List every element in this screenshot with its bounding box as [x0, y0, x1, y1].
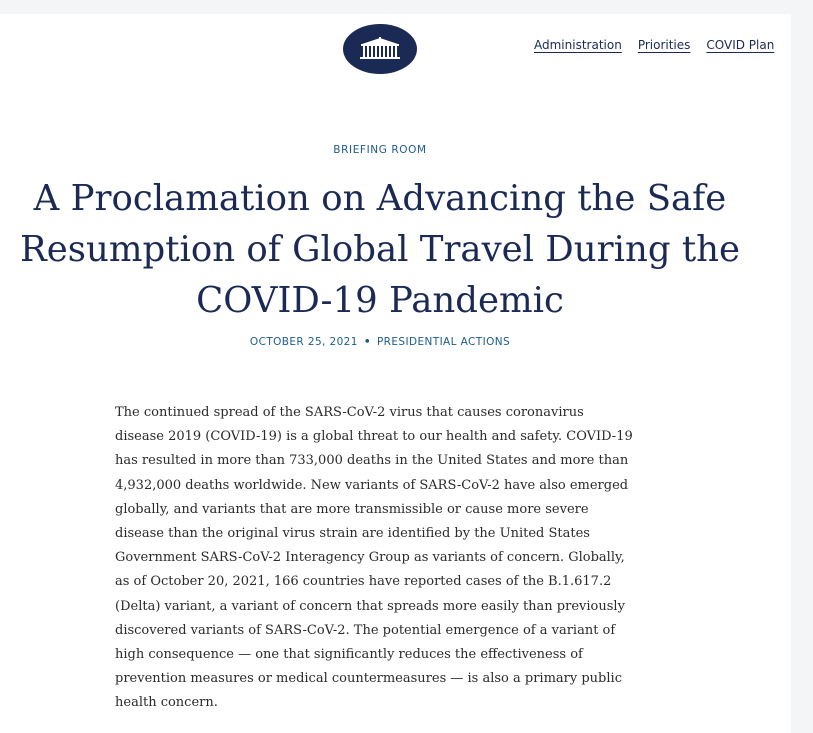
article-body-paragraph [115, 401, 655, 716]
article-date: OCTOBER 25, 2021 [249, 336, 358, 348]
body-line: health concern. [115, 695, 218, 711]
body-line: prevention measures or medical countermeasures — is also a primary public [115, 671, 622, 687]
body-line: The continued spread of the SARS-CoV-2 virus that causes coronavirus [115, 405, 584, 420]
category-link[interactable]: PRESIDENTIAL ACTIONS [376, 336, 511, 348]
top-margin [0, 0, 813, 14]
right-margin [791, 0, 813, 733]
article-title: A Proclamation on Advancing the Safe Resumption of Global Travel During the COVID-19 Pandemic [20, 178, 740, 321]
body-line: (Delta) variant, a variant of concern that spreads more easily than previously [115, 598, 625, 614]
body-line: has resulted in more than 733,000 deaths in the United States and more than [115, 453, 629, 469]
body-line: Government SARS-CoV-2 Interagency Group as variants of concern. Globally, [115, 550, 625, 566]
body-line: disease than the original virus strain are identified by the United States [115, 526, 590, 542]
body-line: discovered variants of SARS-CoV-2. The potential emergence of a variant of [115, 622, 616, 638]
nav-link-covid-plan[interactable]: COVID Plan [706, 38, 775, 52]
body-line: high consequence — one that significantly reduces the effectiveness of [115, 647, 583, 663]
page [0, 14, 791, 733]
nav-link-priorities[interactable]: Priorities [637, 38, 691, 52]
body-line: 4,932,000 deaths worldwide. New variants of SARS-CoV-2 have also emerged [115, 477, 629, 493]
white-house-logo[interactable] [343, 24, 417, 74]
body-line: globally, and variants that are more transmissible or cause more severe [115, 501, 589, 517]
meta-separator: • [363, 336, 371, 348]
article-meta [0, 336, 760, 348]
section-eyebrow-link[interactable]: BRIEFING ROOM [333, 144, 427, 156]
body-line: disease 2019 (COVID-19) is a global threat to our health and safety. COVID-19 [115, 429, 633, 445]
white-house-seal-icon [358, 37, 402, 61]
main-navigation [534, 34, 791, 54]
nav-link-administration[interactable]: Administration [534, 38, 622, 52]
body-line: as of October 20, 2021, 166 countries have reported cases of the B.1.617.2 [115, 574, 612, 590]
